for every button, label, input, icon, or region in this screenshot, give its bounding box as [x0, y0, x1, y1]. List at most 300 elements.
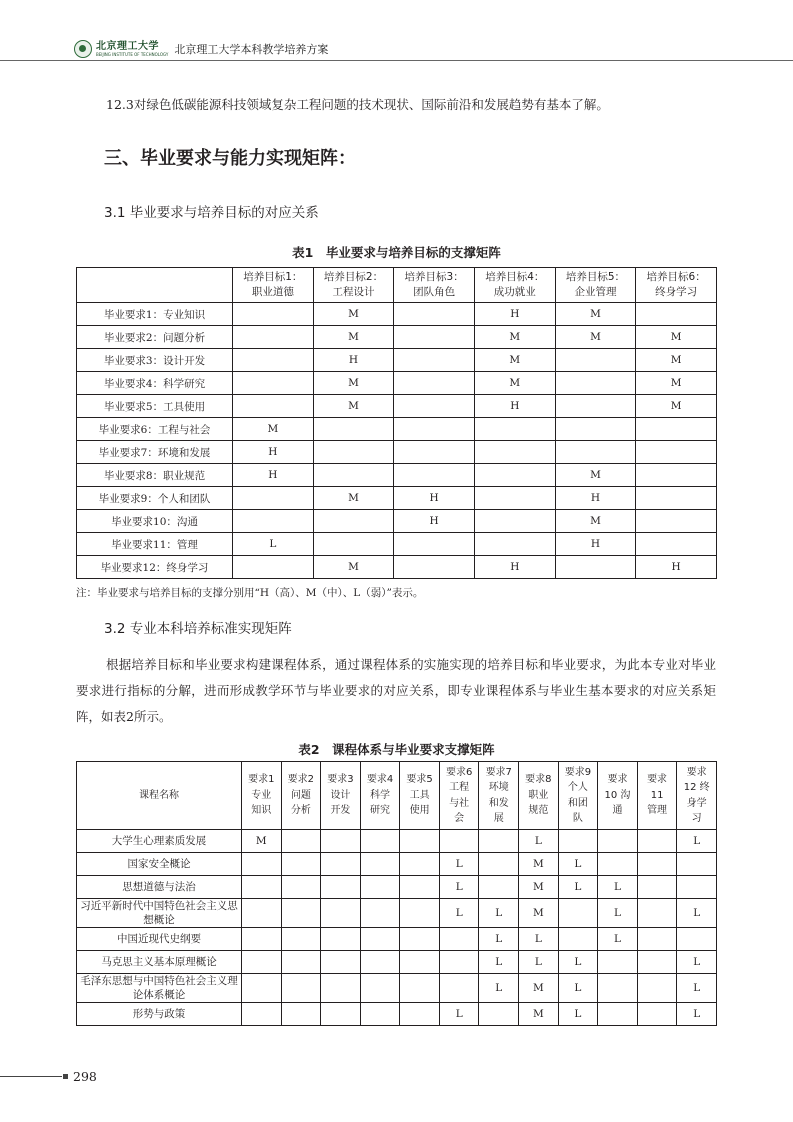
logo-english-name: BEIJING INSTITUTE OF TECHNOLOGY	[96, 51, 169, 57]
requirement-header	[281, 762, 321, 830]
table-row	[77, 830, 717, 853]
support-level-cell	[598, 951, 638, 974]
support-level-cell	[400, 974, 440, 1003]
table-row	[77, 928, 717, 951]
header-line: 终身学习	[655, 286, 698, 298]
requirement-header	[321, 762, 361, 830]
support-level-cell	[636, 303, 717, 326]
support-level-cell	[439, 830, 479, 853]
header-line: 职业	[528, 789, 549, 801]
support-level-cell	[555, 418, 636, 441]
support-level-cell: H	[233, 464, 314, 487]
support-level-cell	[636, 487, 717, 510]
support-level-cell: L	[479, 928, 519, 951]
table-row	[77, 510, 717, 533]
support-level-cell	[360, 899, 400, 928]
subsection-3-1-heading: 3.1 毕业要求与培养目标的对应关系	[104, 205, 319, 221]
header-line: 展	[493, 813, 504, 824]
requirement-name: 毕业要求7：环境和发展	[77, 441, 233, 464]
header-line: 要求7	[485, 766, 512, 778]
support-level-cell	[637, 974, 677, 1003]
header-line: 专业	[251, 789, 272, 801]
support-level-cell: L	[677, 974, 717, 1003]
support-level-cell	[233, 510, 314, 533]
support-level-cell: L	[439, 876, 479, 899]
requirement-name: 毕业要求11：管理	[77, 533, 233, 556]
subsection-3-2-heading: 3.2 专业本科培养标准实现矩阵	[104, 621, 292, 637]
header-line: 设计	[330, 789, 351, 801]
support-level-cell	[360, 928, 400, 951]
header-line: 要求4	[366, 774, 394, 786]
support-level-cell: L	[558, 1003, 598, 1026]
requirement-header	[637, 762, 677, 830]
header-line: 成功就业	[493, 286, 536, 298]
table-2-caption: 表2 课程体系与毕业要求支撑矩阵	[298, 742, 495, 757]
table-row	[77, 418, 717, 441]
support-level-cell: H	[474, 395, 555, 418]
course-name: 毛泽东思想与中国特色社会主义理论体系概论	[77, 974, 242, 1003]
header-line: 工程设计	[332, 286, 375, 298]
support-level-cell: M	[519, 1003, 559, 1026]
support-level-cell	[233, 349, 314, 372]
requirement-name: 毕业要求3：设计开发	[77, 349, 233, 372]
support-level-cell	[598, 1003, 638, 1026]
support-level-cell: L	[677, 899, 717, 928]
header-line: 培养目标1：	[243, 271, 303, 283]
support-level-cell	[400, 830, 440, 853]
requirement-name: 毕业要求5：工具使用	[77, 395, 233, 418]
support-level-cell: L	[439, 1003, 479, 1026]
course-name: 国家安全概论	[77, 853, 242, 876]
support-level-cell	[313, 418, 394, 441]
support-level-cell: L	[519, 928, 559, 951]
support-level-cell	[360, 974, 400, 1003]
header-line: 使用	[409, 805, 430, 817]
support-level-cell: H	[636, 556, 717, 579]
support-level-cell	[677, 876, 717, 899]
header-line: 11	[650, 789, 664, 801]
header-line: 培养目标3：	[404, 271, 464, 283]
support-level-cell	[636, 441, 717, 464]
course-name: 思想道德与法治	[77, 876, 242, 899]
table-row	[77, 974, 717, 1003]
table-2-body	[77, 830, 717, 1026]
requirement-name: 毕业要求10：沟通	[77, 510, 233, 533]
support-level-cell	[321, 876, 361, 899]
support-level-cell	[400, 899, 440, 928]
header-line: 要求9	[564, 766, 592, 778]
support-level-cell: L	[479, 899, 519, 928]
page-header	[74, 38, 328, 60]
support-level-cell	[479, 853, 519, 876]
support-level-cell: H	[555, 487, 636, 510]
support-level-cell	[555, 372, 636, 395]
support-level-cell	[394, 349, 475, 372]
table-2-course-matrix	[76, 761, 717, 1026]
support-level-cell	[439, 928, 479, 951]
support-level-cell: M	[313, 395, 394, 418]
header-line: 习	[691, 813, 702, 824]
support-level-cell	[474, 418, 555, 441]
support-level-cell: L	[598, 899, 638, 928]
support-level-cell	[394, 441, 475, 464]
support-level-cell	[281, 876, 321, 899]
requirement-header	[519, 762, 559, 830]
support-level-cell: M	[555, 510, 636, 533]
support-level-cell	[360, 951, 400, 974]
support-level-cell	[360, 853, 400, 876]
support-level-cell	[558, 830, 598, 853]
requirement-header	[242, 762, 282, 830]
requirement-name: 毕业要求12：终身学习	[77, 556, 233, 579]
support-level-cell	[233, 556, 314, 579]
support-level-cell	[558, 899, 598, 928]
support-level-cell	[400, 951, 440, 974]
support-level-cell	[281, 853, 321, 876]
support-level-cell	[321, 899, 361, 928]
support-level-cell	[281, 1003, 321, 1026]
header-line: 企业管理	[574, 286, 617, 298]
header-line: 开发	[330, 805, 351, 817]
support-level-cell: L	[677, 1003, 717, 1026]
table-1-header-cell	[394, 268, 475, 303]
support-level-cell	[479, 830, 519, 853]
support-level-cell	[677, 928, 717, 951]
support-level-cell	[400, 928, 440, 951]
support-level-cell	[233, 395, 314, 418]
support-level-cell: H	[313, 349, 394, 372]
table-1-support-matrix	[76, 267, 717, 579]
table-1-header-cell	[555, 268, 636, 303]
support-level-cell	[400, 876, 440, 899]
table-1-header-cell	[474, 268, 555, 303]
header-line: 规范	[528, 805, 549, 817]
table-row	[77, 372, 717, 395]
support-level-cell	[321, 830, 361, 853]
support-level-cell	[474, 533, 555, 556]
course-name: 大学生心理素质发展	[77, 830, 242, 853]
header-line: 培养目标2：	[323, 271, 384, 283]
support-level-cell	[281, 928, 321, 951]
support-level-cell	[637, 876, 677, 899]
requirement-name: 毕业要求9：个人和团队	[77, 487, 233, 510]
support-level-cell	[394, 395, 475, 418]
header-line: 和团	[567, 797, 588, 809]
footer-rule	[0, 1076, 62, 1077]
header-line: 要求3	[327, 774, 354, 786]
support-level-cell	[233, 326, 314, 349]
support-level-cell	[555, 556, 636, 579]
support-level-cell	[242, 899, 282, 928]
table-2-course-header: 课程名称	[77, 762, 242, 830]
header-line: 10 沟	[604, 789, 631, 801]
table-row	[77, 556, 717, 579]
requirement-header	[558, 762, 598, 830]
support-level-cell	[360, 830, 400, 853]
requirement-header	[360, 762, 400, 830]
table-1-caption: 表1 毕业要求与培养目标的支撑矩阵	[292, 245, 501, 260]
support-level-cell	[558, 928, 598, 951]
requirement-header	[479, 762, 519, 830]
support-level-cell	[636, 510, 717, 533]
requirement-name: 毕业要求8：职业规范	[77, 464, 233, 487]
support-level-cell	[555, 349, 636, 372]
table-1-note: 注：毕业要求与培养目标的支撑分别用“H（高）、M（中）、L（弱）”表示。	[76, 587, 424, 599]
table-row	[77, 464, 717, 487]
header-line: 科学	[370, 789, 391, 801]
header-line: 要求1	[248, 774, 275, 786]
support-level-cell	[360, 876, 400, 899]
support-level-cell	[400, 853, 440, 876]
header-line: 要求2	[287, 774, 315, 786]
requirement-name: 毕业要求6：工程与社会	[77, 418, 233, 441]
support-level-cell	[321, 974, 361, 1003]
header-line: 培养目标4：	[485, 271, 545, 283]
requirement-name: 毕业要求1：专业知识	[77, 303, 233, 326]
support-level-cell	[474, 464, 555, 487]
page-footer	[0, 1070, 97, 1082]
university-seal-icon	[74, 40, 92, 58]
support-level-cell: M	[474, 326, 555, 349]
header-line: 要求	[686, 766, 707, 778]
support-level-cell: M	[233, 418, 314, 441]
support-level-cell: L	[233, 533, 314, 556]
support-level-cell	[313, 533, 394, 556]
requirement-header	[400, 762, 440, 830]
page-number: 298	[73, 1068, 97, 1084]
support-level-cell	[474, 441, 555, 464]
table-row	[77, 303, 717, 326]
support-level-cell: M	[313, 556, 394, 579]
header-line: 分析	[290, 805, 311, 817]
header-line: 和发	[488, 797, 509, 809]
support-level-cell	[233, 303, 314, 326]
support-level-cell	[637, 899, 677, 928]
support-level-cell	[394, 533, 475, 556]
support-level-cell	[321, 853, 361, 876]
support-level-cell: M	[636, 372, 717, 395]
support-level-cell	[636, 464, 717, 487]
support-level-cell	[555, 441, 636, 464]
header-line: 要求8	[525, 774, 552, 786]
support-level-cell: H	[394, 510, 475, 533]
support-level-cell	[394, 372, 475, 395]
requirement-name: 毕业要求2：问题分析	[77, 326, 233, 349]
support-level-cell: L	[558, 974, 598, 1003]
support-level-cell	[242, 974, 282, 1003]
header-line: 问题	[290, 789, 311, 801]
support-level-cell: L	[598, 876, 638, 899]
support-level-cell: L	[677, 830, 717, 853]
table-row	[77, 899, 717, 928]
header-line: 环境	[488, 782, 509, 793]
support-level-cell: L	[519, 830, 559, 853]
header-line: 要求	[607, 774, 628, 786]
header-line: 研究	[370, 805, 391, 817]
support-level-cell	[479, 876, 519, 899]
table-1-header-cell	[233, 268, 314, 303]
support-level-cell: M	[636, 349, 717, 372]
support-level-cell: M	[474, 349, 555, 372]
header-line: 个人	[567, 782, 588, 793]
support-level-cell	[321, 928, 361, 951]
table-row	[77, 1003, 717, 1026]
table-1-header-cell	[636, 268, 717, 303]
header-divider	[0, 60, 793, 61]
support-level-cell	[313, 464, 394, 487]
table-1-corner-cell	[77, 268, 233, 303]
support-level-cell	[360, 1003, 400, 1026]
support-level-cell	[394, 326, 475, 349]
header-line: 工具	[409, 789, 430, 801]
table-row	[77, 951, 717, 974]
table-row	[77, 441, 717, 464]
support-level-cell	[637, 853, 677, 876]
support-level-cell: M	[519, 853, 559, 876]
support-level-cell: M	[313, 303, 394, 326]
support-level-cell	[242, 951, 282, 974]
support-level-cell	[242, 876, 282, 899]
support-level-cell	[394, 464, 475, 487]
support-level-cell	[474, 510, 555, 533]
support-level-cell	[394, 556, 475, 579]
support-level-cell: M	[636, 395, 717, 418]
header-line: 团队角色	[413, 286, 456, 298]
header-line: 会	[454, 813, 465, 824]
support-level-cell	[242, 853, 282, 876]
course-name: 习近平新时代中国特色社会主义思想概论	[77, 899, 242, 928]
table-row	[77, 487, 717, 510]
support-level-cell: H	[474, 556, 555, 579]
requirement-header	[439, 762, 479, 830]
course-name: 形势与政策	[77, 1003, 242, 1026]
support-level-cell	[598, 830, 638, 853]
header-line: 培养目标5：	[565, 271, 626, 283]
support-level-cell: M	[519, 876, 559, 899]
support-level-cell	[474, 487, 555, 510]
header-line: 与社	[449, 797, 470, 809]
support-level-cell: M	[555, 303, 636, 326]
support-level-cell	[242, 928, 282, 951]
support-level-cell: L	[558, 853, 598, 876]
support-level-cell	[281, 951, 321, 974]
support-level-cell: L	[558, 951, 598, 974]
support-level-cell	[394, 418, 475, 441]
support-level-cell	[637, 830, 677, 853]
support-level-cell	[637, 1003, 677, 1026]
footer-marker	[63, 1074, 68, 1079]
support-level-cell	[321, 951, 361, 974]
logo-chinese-name: 北京理工大学	[96, 40, 159, 52]
course-name: 中国近现代史纲要	[77, 928, 242, 951]
header-line: 管理	[647, 805, 668, 817]
support-level-cell: M	[519, 899, 559, 928]
support-level-cell: L	[677, 951, 717, 974]
support-level-cell: M	[313, 372, 394, 395]
support-level-cell: H	[233, 441, 314, 464]
support-level-cell: L	[439, 899, 479, 928]
header-line: 要求	[647, 774, 668, 786]
support-level-cell	[636, 533, 717, 556]
support-level-cell	[439, 951, 479, 974]
table-2-header-row	[77, 762, 717, 830]
table-row	[77, 533, 717, 556]
support-level-cell	[637, 951, 677, 974]
support-level-cell: L	[479, 951, 519, 974]
header-line: 工程	[449, 782, 470, 793]
support-level-cell: M	[555, 326, 636, 349]
support-level-cell: M	[519, 974, 559, 1003]
table-row	[77, 349, 717, 372]
header-line: 要求6	[445, 766, 473, 778]
support-level-cell: L	[519, 951, 559, 974]
header-line: 知识	[251, 805, 272, 817]
support-level-cell	[313, 441, 394, 464]
header-line: 队	[572, 813, 583, 824]
header-line: 身学	[686, 797, 707, 809]
support-level-cell: H	[474, 303, 555, 326]
support-level-cell	[394, 303, 475, 326]
support-level-cell	[281, 899, 321, 928]
university-logo	[96, 42, 168, 57]
requirement-header	[677, 762, 717, 830]
objective-12-3: 12.3对绿色低碳能源科技领域复杂工程问题的技术现状、国际前沿和发展趋势有基本了解。	[106, 97, 609, 112]
support-level-cell	[281, 974, 321, 1003]
table-row	[77, 326, 717, 349]
support-level-cell: L	[598, 928, 638, 951]
support-level-cell: H	[555, 533, 636, 556]
header-line: 培养目标6：	[646, 271, 706, 283]
support-level-cell: L	[558, 876, 598, 899]
support-level-cell	[233, 372, 314, 395]
support-level-cell: M	[636, 326, 717, 349]
support-level-cell	[479, 1003, 519, 1026]
support-level-cell: L	[479, 974, 519, 1003]
course-name: 马克思主义基本原理概论	[77, 951, 242, 974]
support-level-cell	[281, 830, 321, 853]
section-3-heading: 三、毕业要求与能力实现矩阵：	[104, 148, 356, 169]
table-row	[77, 395, 717, 418]
support-level-cell	[598, 853, 638, 876]
support-level-cell	[400, 1003, 440, 1026]
header-title: 北京理工大学本科教学培养方案	[174, 43, 329, 56]
support-level-cell	[637, 928, 677, 951]
support-level-cell: M	[555, 464, 636, 487]
requirement-header	[598, 762, 638, 830]
support-level-cell	[242, 1003, 282, 1026]
support-level-cell: L	[439, 853, 479, 876]
support-level-cell	[598, 974, 638, 1003]
support-level-cell: M	[474, 372, 555, 395]
header-line: 职业道德	[251, 286, 294, 298]
table-1-header-row	[77, 268, 717, 303]
support-level-cell: H	[394, 487, 475, 510]
table-row	[77, 876, 717, 899]
support-level-cell	[636, 418, 717, 441]
support-level-cell	[321, 1003, 361, 1026]
support-level-cell: M	[313, 487, 394, 510]
table-1-header-cell	[313, 268, 394, 303]
support-level-cell: M	[313, 326, 394, 349]
support-level-cell	[233, 487, 314, 510]
header-line: 12 终	[683, 782, 710, 793]
header-line: 要求5	[406, 774, 433, 786]
table-row	[77, 853, 717, 876]
body-paragraph: 根据培养目标和毕业要求构建课程体系，通过课程体系的实施实现的培养目标和毕业要求，为此本专业对毕业要求进行指标的分解，进而形成教学环节与毕业要求的对应关系，即专业课程体系与毕业生基本要求的对应关系矩阵，如表2所示。	[76, 657, 716, 724]
support-level-cell	[313, 510, 394, 533]
support-level-cell	[677, 853, 717, 876]
table-1-body	[77, 303, 717, 579]
